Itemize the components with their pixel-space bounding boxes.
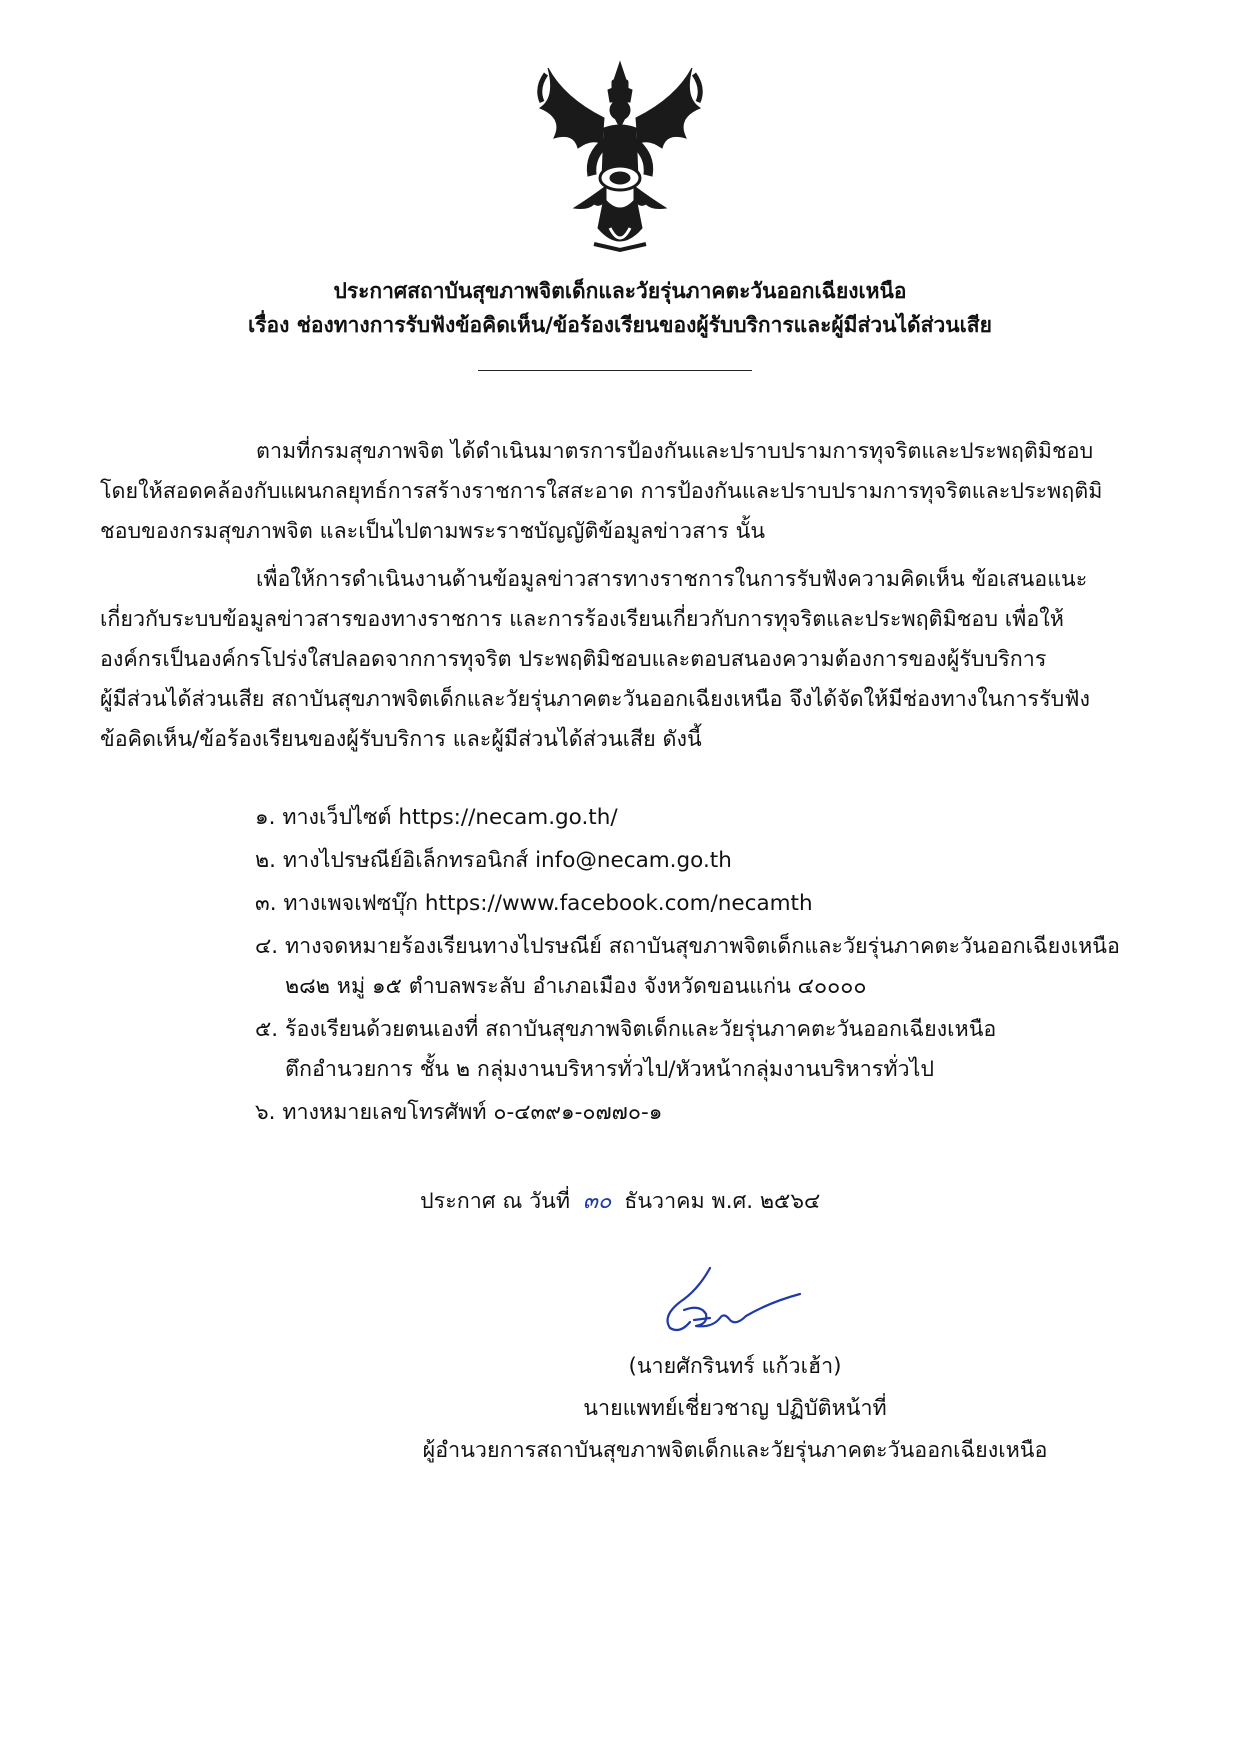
paragraph-line: เพื่อให้การดำเนินงานด้านข้อมูลข่าวสารทางราชการในการรับฟังความคิดเห็น ข้อเสนอแนะ <box>256 567 1088 592</box>
signatory-title: ผู้อำนวยการสถาบันสุขภาพจิตเด็กและวัยรุ่นภาคตะวันออกเฉียงเหนือ <box>422 1438 1048 1463</box>
channel-item-in-person <box>255 1015 1155 1085</box>
body-paragraph-1 <box>100 432 1140 552</box>
channel-text: ๒. ทางไปรษณีย์อิเล็กทรอนิกส์ info@necam.go.th <box>255 848 732 873</box>
paragraph-line: ข้อคิดเห็น/ข้อร้องเรียนของผู้รับบริการ และผู้มีส่วนได้ส่วนเสีย ดังนี้ <box>100 727 702 752</box>
garuda-emblem-icon <box>534 58 706 256</box>
channel-item-postal-mail <box>255 932 1155 1002</box>
channel-text: ๓. ทางเพจเฟซบุ๊ก https://www.facebook.com/necamth <box>255 891 813 916</box>
channel-item-website <box>255 803 1155 833</box>
channel-item-email <box>255 846 1155 876</box>
signatory-position: นายแพทย์เชี่ยวชาญ ปฏิบัติหน้าที่ <box>583 1396 887 1421</box>
channel-text: ๔. ทางจดหมายร้องเรียนทางไปรษณีย์ สถาบันสุขภาพจิตเด็กและวัยรุ่นภาคตะวันออกเฉียงเหนือ <box>255 934 1120 959</box>
channel-text: ๑. ทางเว็ปไซต์ https://necam.go.th/ <box>255 805 618 830</box>
channel-item-facebook <box>255 889 1155 919</box>
channel-item-phone <box>255 1098 1155 1128</box>
signatory-name: (นายศักรินทร์ แก้วเฮ้า) <box>628 1354 842 1379</box>
channel-text: ๕. ร้องเรียนด้วยตนเองที่ สถาบันสุขภาพจิตเด็กและวัยรุ่นภาคตะวันออกเฉียงเหนือ <box>255 1017 997 1042</box>
paragraph-line: องค์กรเป็นองค์กรโปร่งใสปลอดจากการทุจริต ประพฤติมิชอบและตอบสนองความต้องการของผู้รับบริการ <box>100 647 1047 672</box>
channel-text: ๖. ทางหมายเลขโทรศัพท์ ๐-๔๓๙๑-๐๗๗๐-๑ <box>255 1100 663 1125</box>
title-divider <box>478 370 752 371</box>
channel-address: ๒๘๒ หมู่ ๑๕ ตำบลพระลับ อำเภอเมือง จังหวัดขอนแก่น ๔๐๐๐๐ <box>285 974 867 999</box>
date-day-handwritten: ๓๐ <box>582 1189 612 1214</box>
body-paragraph-2 <box>100 560 1140 760</box>
announcement-title: ประกาศสถาบันสุขภาพจิตเด็กและวัยรุ่นภาคตะวันออกเฉียงเหนือ <box>333 279 907 303</box>
paragraph-line: โดยให้สอดคล้องกับแผนกลยุทธ์การสร้างราชการใสสะอาด การป้องกันและปราบปรามการทุจริตและประพฤติมิ <box>100 479 1103 504</box>
announcement-date <box>420 1187 820 1217</box>
handwritten-signature <box>650 1262 810 1352</box>
paragraph-line: เกี่ยวกับระบบข้อมูลข่าวสารของทางราชการ และการร้องเรียนเกี่ยวกับการทุจริตและประพฤติมิชอบ เพื่อให้ <box>100 607 1064 632</box>
date-suffix: ธันวาคม พ.ศ. ๒๕๖๔ <box>624 1189 821 1214</box>
paragraph-line: ชอบของกรมสุขภาพจิต และเป็นไปตามพระราชบัญญัติข้อมูลข่าวสาร นั้น <box>100 519 766 544</box>
channel-location: ตึกอำนวยการ ชั้น ๒ กลุ่มงานบริหารทั่วไป/หัวหน้ากลุ่มงานบริหารทั่วไป <box>285 1057 935 1082</box>
paragraph-line: ผู้มีส่วนได้ส่วนเสีย สถาบันสุขภาพจิตเด็กและวัยรุ่นภาคตะวันออกเฉียงเหนือ จึงได้จัดให้มีช่องทางในการรับฟัง <box>100 687 1090 712</box>
paragraph-line: ตามที่กรมสุขภาพจิต ได้ดำเนินมาตรการป้องกันและปราบปรามการทุจริตและประพฤติมิชอบ <box>256 439 1094 464</box>
date-prefix: ประกาศ ณ วันที่ <box>420 1189 571 1214</box>
announcement-subject: เรื่อง ช่องทางการรับฟังข้อคิดเห็น/ข้อร้องเรียนของผู้รับบริการและผู้มีส่วนได้ส่วนเสีย <box>248 313 992 337</box>
